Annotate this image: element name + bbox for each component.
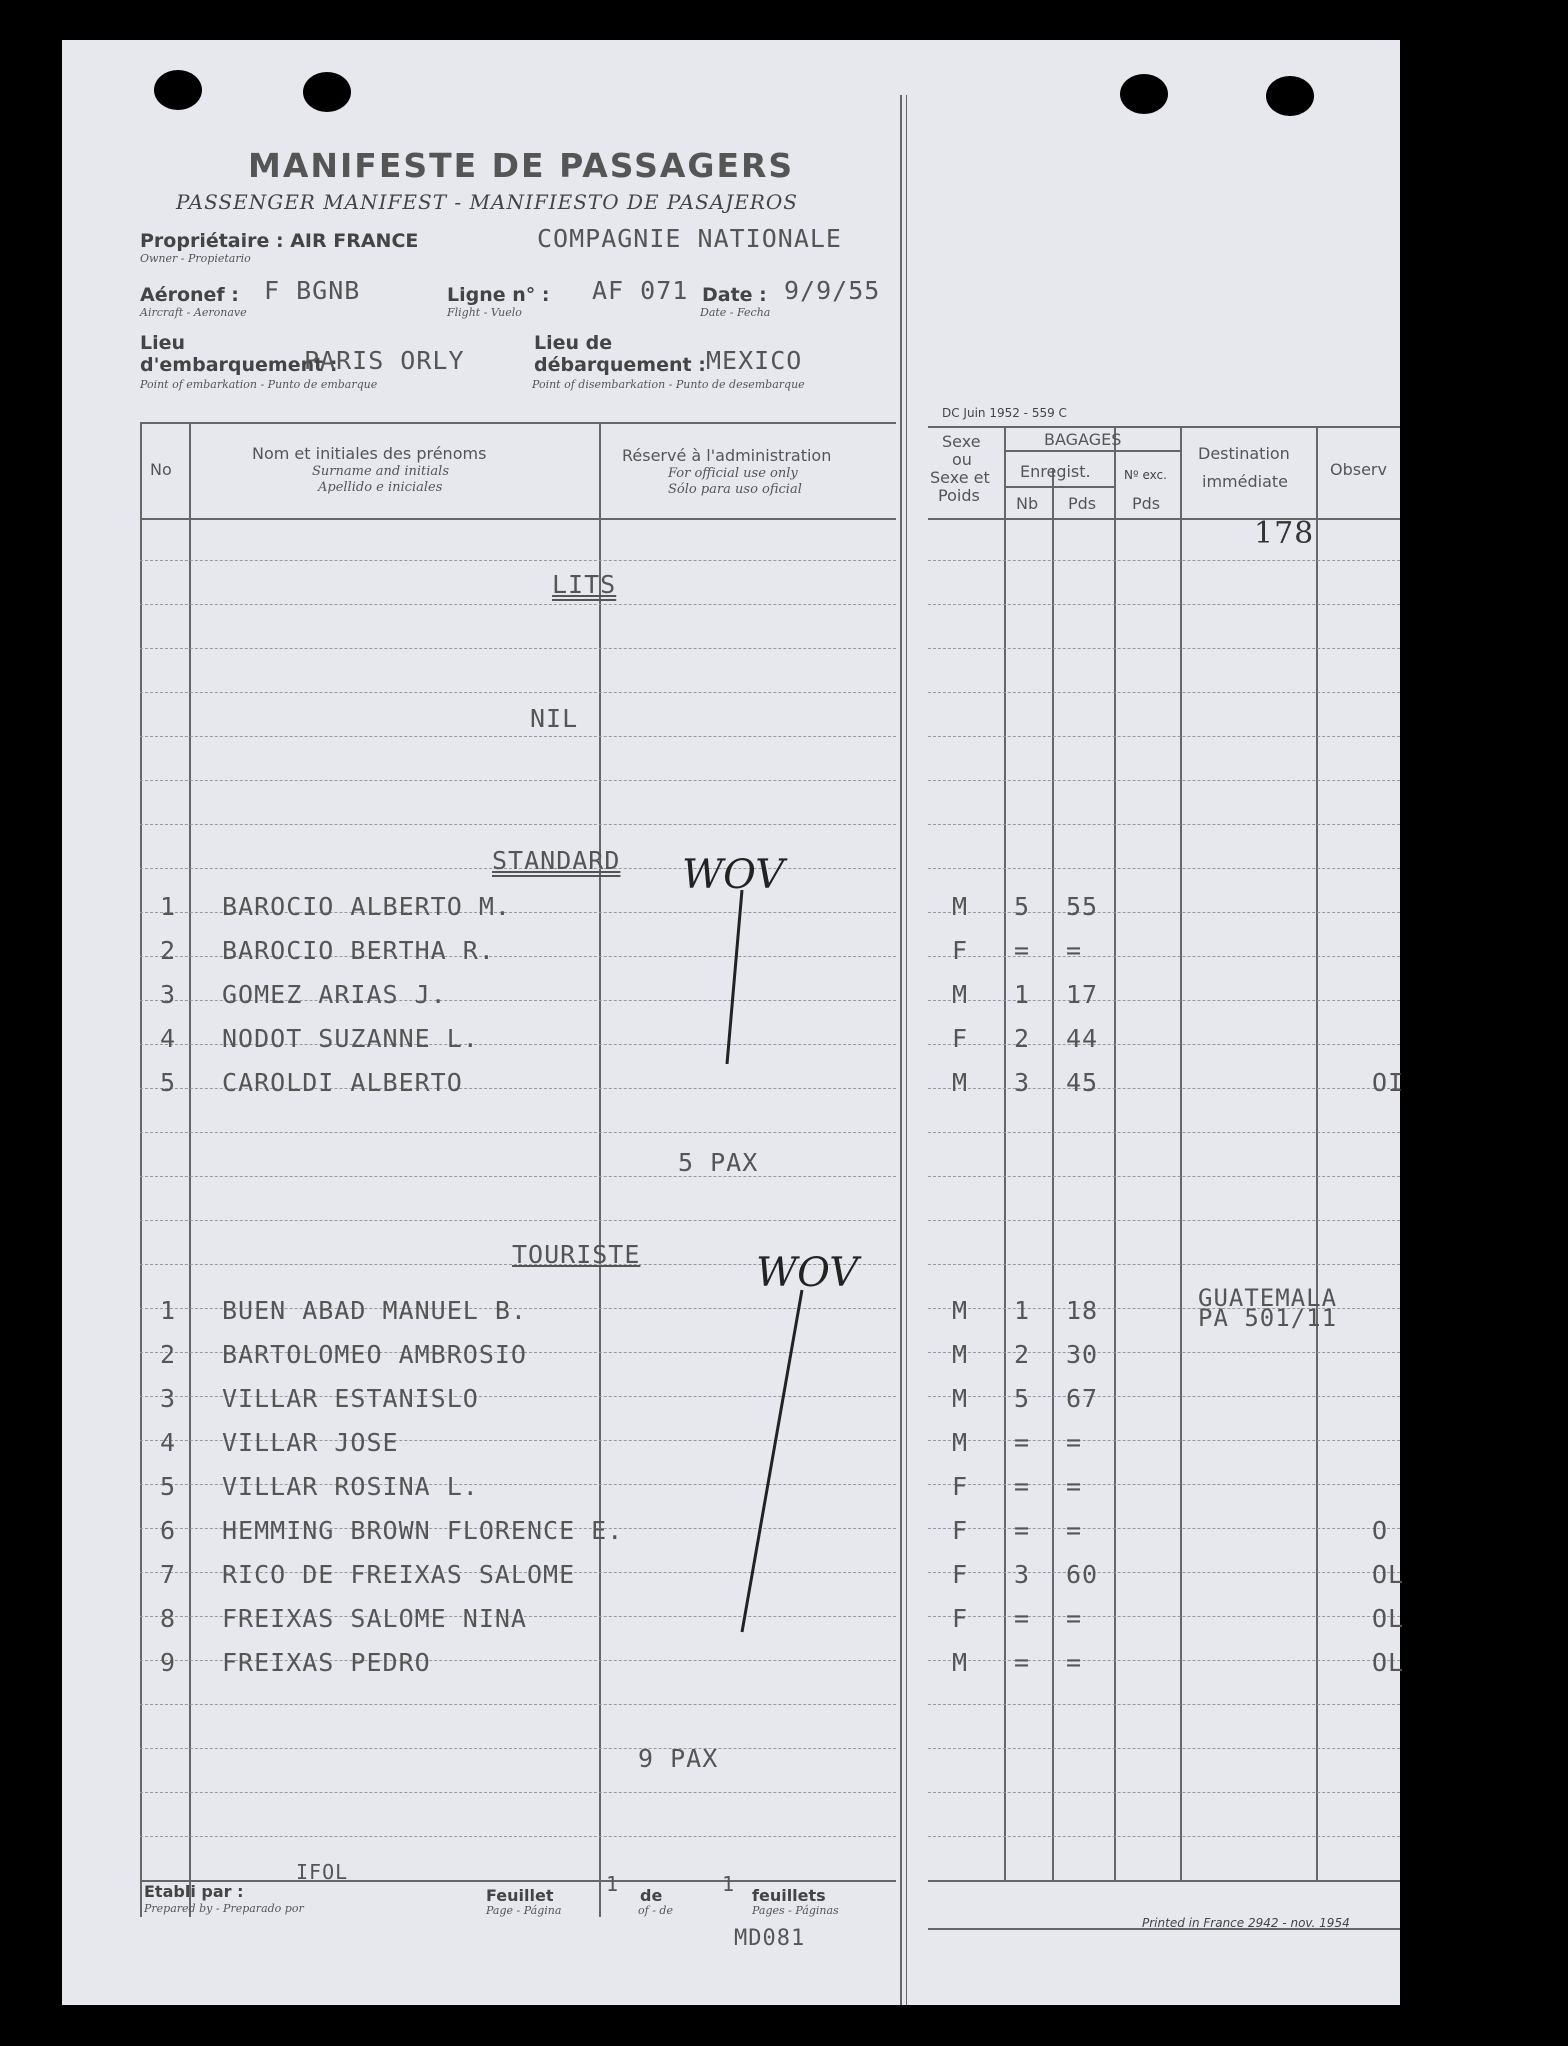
stamp-code: MD081 xyxy=(734,1926,806,1951)
passenger-number: 1 xyxy=(160,1296,177,1325)
baggage-weight: = xyxy=(1066,1428,1083,1457)
baggage-count: = xyxy=(1014,1648,1031,1677)
embark-label: Lieu xyxy=(140,332,186,354)
col-sex: Sexe et xyxy=(930,468,990,487)
passenger-sex: M xyxy=(952,980,969,1009)
passenger-observation: OL xyxy=(1372,1648,1405,1677)
baggage-count: = xyxy=(1014,1516,1031,1545)
section-nil: NIL xyxy=(530,704,579,733)
section-standard-total: 5 PAX xyxy=(678,1148,759,1177)
baggage-weight: = xyxy=(1066,1648,1083,1677)
passenger-name: CAROLDI ALBERTO xyxy=(222,1068,463,1097)
passenger-number: 2 xyxy=(160,936,177,965)
baggage-count: 3 xyxy=(1014,1068,1031,1097)
col-observations: Observ xyxy=(1330,460,1387,479)
date-sub: Date - Fecha xyxy=(700,306,771,319)
passenger-observation: OI xyxy=(1372,1068,1405,1097)
disembark-value: MEXICO xyxy=(706,346,803,375)
handwritten-strokes xyxy=(62,40,1400,2005)
baggage-weight: 30 xyxy=(1066,1340,1099,1369)
col-nb: Nb xyxy=(1016,494,1039,513)
baggage-count: 1 xyxy=(1014,1296,1031,1325)
of-label: de xyxy=(640,1886,663,1905)
line-sub: Flight - Vuelo xyxy=(447,306,522,319)
passenger-name: FREIXAS PEDRO xyxy=(222,1648,431,1677)
passenger-number: 3 xyxy=(160,980,177,1009)
col-sex: ou xyxy=(952,450,972,469)
passenger-name: HEMMING BROWN FLORENCE E. xyxy=(222,1516,624,1545)
passenger-name: FREIXAS SALOME NINA xyxy=(222,1604,527,1633)
passenger-name: RICO DE FREIXAS SALOME xyxy=(222,1560,576,1589)
passenger-name: GOMEZ ARIAS J. xyxy=(222,980,447,1009)
col-enregist: Enregist. xyxy=(1020,462,1091,481)
baggage-weight: 18 xyxy=(1066,1296,1099,1325)
col-name-sub: Surname and initials xyxy=(312,464,449,479)
passenger-sex: M xyxy=(952,1384,969,1413)
baggage-count: 2 xyxy=(1014,1024,1031,1053)
embark-value: PARIS ORLY xyxy=(304,346,465,375)
passenger-observation: O xyxy=(1372,1516,1389,1545)
passenger-sex: M xyxy=(952,1648,969,1677)
line-label: Ligne n° : xyxy=(447,284,550,306)
owner-value: COMPAGNIE NATIONALE xyxy=(537,224,842,253)
section-touriste-total: 9 PAX xyxy=(638,1744,719,1773)
passenger-number: 6 xyxy=(160,1516,177,1545)
date-label: Date : xyxy=(702,284,767,306)
embark-label: d'embarquement : xyxy=(140,354,338,376)
passenger-name: VILLAR ESTANISLO xyxy=(222,1384,479,1413)
pages-sub: Pages - Páginas xyxy=(752,1904,839,1917)
col-sex: Poids xyxy=(938,486,980,505)
aircraft-sub: Aircraft - Aeronave xyxy=(140,306,247,319)
passenger-number: 9 xyxy=(160,1648,177,1677)
col-name-sub: Apellido e iniciales xyxy=(318,480,443,495)
col-admin-sub: Sólo para uso oficial xyxy=(668,482,802,497)
aircraft-value: F BGNB xyxy=(264,276,361,305)
passenger-name: VILLAR ROSINA L. xyxy=(222,1472,479,1501)
passenger-sex: F xyxy=(952,1604,969,1633)
aircraft-label: Aéronef : xyxy=(140,284,239,306)
top-number: 178 xyxy=(1254,516,1315,551)
of-sub: of - de xyxy=(638,1904,673,1917)
passenger-number: 7 xyxy=(160,1560,177,1589)
passenger-sex: M xyxy=(952,1428,969,1457)
passenger-number: 8 xyxy=(160,1604,177,1633)
page-subtitle: PASSENGER MANIFEST - MANIFIESTO DE PASAJEROS xyxy=(176,190,798,214)
section-lits: LITS xyxy=(552,570,617,599)
passenger-name: BAROCIO BERTHA R. xyxy=(222,936,495,965)
baggage-count: 3 xyxy=(1014,1560,1031,1589)
passenger-sex: F xyxy=(952,1560,969,1589)
col-destination: Destination xyxy=(1198,444,1290,463)
destination-note: PA 501/11 xyxy=(1198,1304,1338,1332)
passenger-number: 3 xyxy=(160,1384,177,1413)
passenger-observation: OL xyxy=(1372,1604,1405,1633)
baggage-weight: 67 xyxy=(1066,1384,1099,1413)
passenger-sex: M xyxy=(952,1068,969,1097)
passenger-sex: M xyxy=(952,892,969,921)
passenger-number: 1 xyxy=(160,892,177,921)
owner-label: Propriétaire : AIR FRANCE xyxy=(140,230,419,252)
passenger-number: 5 xyxy=(160,1068,177,1097)
date-value: 9/9/55 xyxy=(784,276,881,305)
passenger-name: BUEN ABAD MANUEL B. xyxy=(222,1296,527,1325)
passenger-number: 2 xyxy=(160,1340,177,1369)
baggage-count: 2 xyxy=(1014,1340,1031,1369)
manifest-paper xyxy=(62,40,1405,2005)
passenger-sex: F xyxy=(952,1472,969,1501)
passenger-name: NODOT SUZANNE L. xyxy=(222,1024,479,1053)
baggage-weight: = xyxy=(1066,936,1083,965)
baggage-weight: = xyxy=(1066,1472,1083,1501)
prepared-sub: Prepared by - Preparado por xyxy=(144,1902,304,1915)
disembark-sub: Point of disembarkation - Punto de desembarque xyxy=(532,378,805,391)
baggage-weight: = xyxy=(1066,1604,1083,1633)
baggage-weight: 55 xyxy=(1066,892,1099,921)
passenger-observation: OL xyxy=(1372,1560,1405,1589)
handwritten-mark: WOV xyxy=(756,1250,859,1296)
col-no: No xyxy=(150,460,172,479)
col-destination: immédiate xyxy=(1202,472,1288,491)
sheet-label: Feuillet xyxy=(486,1886,554,1905)
col-bagages: BAGAGES xyxy=(1044,430,1122,449)
passenger-number: 4 xyxy=(160,1024,177,1053)
page-title: MANIFESTE DE PASSAGERS xyxy=(248,146,795,185)
passenger-sex: F xyxy=(952,1024,969,1053)
passenger-number: 4 xyxy=(160,1428,177,1457)
baggage-count: = xyxy=(1014,1428,1031,1457)
sheet-value: 1 xyxy=(606,1872,620,1896)
prepared-value: IFOL xyxy=(296,1860,349,1884)
col-name: Nom et initiales des prénoms xyxy=(252,444,487,463)
of-value: 1 xyxy=(722,1872,736,1896)
sheet-sub: Page - Página xyxy=(486,1904,562,1917)
col-admin: Réservé à l'administration xyxy=(622,446,832,465)
baggage-weight: 44 xyxy=(1066,1024,1099,1053)
passenger-sex: M xyxy=(952,1296,969,1325)
passenger-sex: M xyxy=(952,1340,969,1369)
embark-sub: Point of embarkation - Punto de embarque xyxy=(140,378,378,391)
destination-note: GUATEMALA xyxy=(1198,1284,1338,1312)
disembark-label: Lieu de xyxy=(534,332,613,354)
baggage-count: 1 xyxy=(1014,980,1031,1009)
baggage-count: 5 xyxy=(1014,892,1031,921)
baggage-count: = xyxy=(1014,936,1031,965)
baggage-weight: 17 xyxy=(1066,980,1099,1009)
owner-sub: Owner - Propietario xyxy=(140,252,251,265)
printed-note: Printed in France 2942 - nov. 1954 xyxy=(1142,1916,1350,1930)
baggage-count: 5 xyxy=(1014,1384,1031,1413)
baggage-count: = xyxy=(1014,1472,1031,1501)
pages-label: feuillets xyxy=(752,1886,826,1905)
passenger-sex: F xyxy=(952,1516,969,1545)
section-touriste: TOURISTE xyxy=(512,1240,641,1269)
passenger-number: 5 xyxy=(160,1472,177,1501)
baggage-weight: = xyxy=(1066,1516,1083,1545)
baggage-weight: 45 xyxy=(1066,1068,1099,1097)
col-nexc: Nº exc. xyxy=(1124,468,1167,482)
disembark-label: débarquement : xyxy=(534,354,706,376)
col-pds: Pds xyxy=(1068,494,1097,513)
col-sex: Sexe xyxy=(942,432,981,451)
passenger-name: BARTOLOMEO AMBROSIO xyxy=(222,1340,527,1369)
form-ref: DC Juin 1952 - 559 C xyxy=(942,406,1067,420)
col-admin-sub: For official use only xyxy=(668,466,798,481)
handwritten-mark: WOV xyxy=(682,852,785,898)
passenger-name: VILLAR JOSE xyxy=(222,1428,399,1457)
passenger-name: BAROCIO ALBERTO M. xyxy=(222,892,511,921)
passenger-sex: F xyxy=(952,936,969,965)
baggage-count: = xyxy=(1014,1604,1031,1633)
section-standard: STANDARD xyxy=(492,846,621,875)
prepared-label: Etabli par : xyxy=(144,1882,244,1901)
baggage-weight: 60 xyxy=(1066,1560,1099,1589)
col-pds2: Pds xyxy=(1132,494,1161,513)
line-value: AF 071 xyxy=(592,276,689,305)
